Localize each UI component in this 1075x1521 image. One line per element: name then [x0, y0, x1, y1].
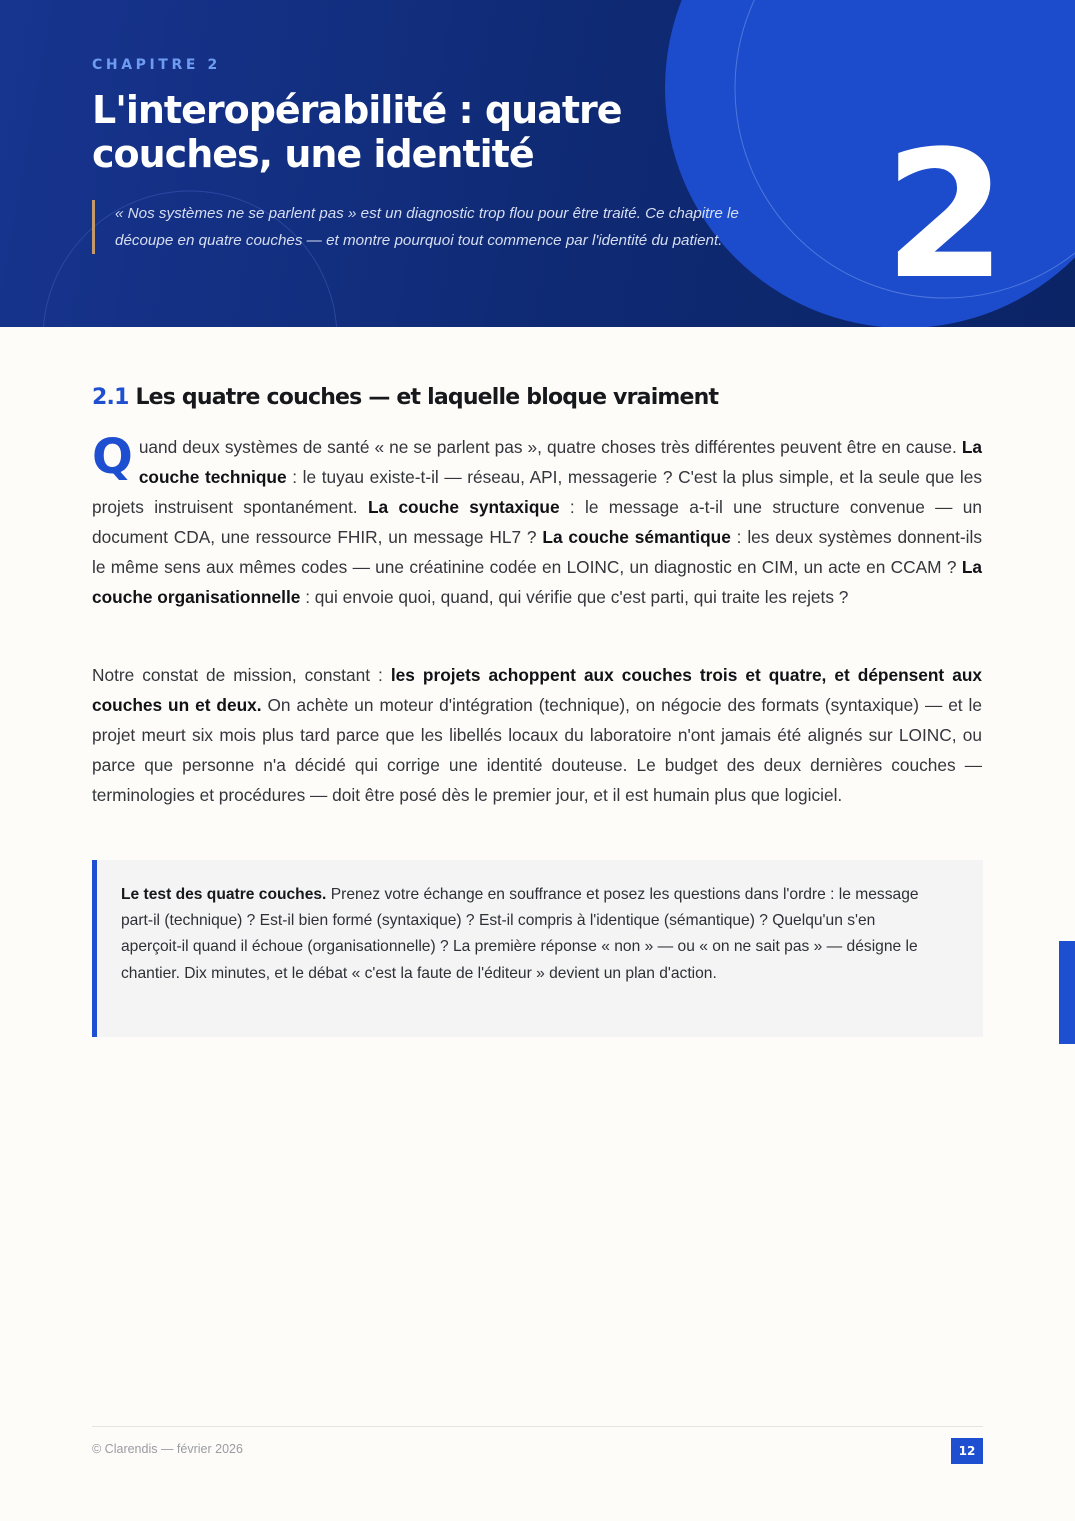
chapter-header	[0, 0, 1075, 327]
p1-bold-semantique: La couche sémantique	[542, 527, 731, 547]
p2-text-1: Notre constat de mission, constant :	[92, 665, 391, 685]
page-number-badge: 12	[951, 1438, 983, 1464]
section-number: 2.1	[92, 385, 129, 410]
footer-copyright: © Clarendis — février 2026	[92, 1442, 243, 1456]
footer-divider	[92, 1426, 983, 1427]
body-paragraph-2	[92, 660, 982, 810]
chapter-number: 2	[884, 113, 1001, 318]
callout-text: Prenez votre échange en souffrance et posez les questions dans l'ordre : le message part-il (technique) ? Est-il bien formé (syntaxique) ? Est-il compris à l'identique (sémantique) ? Quelqu'un s'en aperçoit-il quand il échoue (organisationnelle) ? La première réponse « non » — ou « on ne sait pas » — désigne le chantier. Dix minutes, et le débat « c'est la faute de l'éditeur » devient un plan d'action.	[121, 886, 919, 982]
page-edge-tab	[1059, 941, 1075, 1044]
p2-bold-finding: les projets achoppent aux couches trois et quatre, et dépensent aux couches un et deux.	[92, 665, 982, 715]
callout-title: Le test des quatre couches.	[121, 886, 327, 903]
drop-cap: Q	[92, 429, 131, 485]
p1-bold-organisationnelle: La couche organisationnelle	[92, 557, 982, 607]
p1-bold-syntaxique: La couche syntaxique	[367, 497, 560, 517]
chapter-title: L'interopérabilité : quatre couches, une identité	[92, 88, 622, 176]
p1-text-3: : le message a-t-il une structure convenue — un document CDA, une ressource FHIR, un message HL7 ?	[92, 497, 982, 547]
body-paragraph-1	[92, 429, 982, 612]
p1-text-1: uand deux systèmes de santé « ne se parlent pas », quatre choses très différentes peuvent être en cause.	[138, 437, 962, 457]
p1-bold-technique: La couche technique	[138, 437, 982, 487]
p2-text-2: On achète un moteur d'intégration (technique), on négocie des formats (syntaxique) — et le projet meurt six mois plus tard parce que les libellés locaux du laboratoire n'ont jamais été alignés sur LOINC, ou parce que personne n'a décidé qui corrige une identité douteuse. Le budget des deux dernières couches — terminologies et procédures — doit être posé dès le premier jour, et il est humain plus que logiciel.	[92, 695, 982, 805]
p1-text-2: : le tuyau existe-t-il — réseau, API, messagerie ? C'est la plus simple, et la seule que les projets instruisent spontanément.	[92, 467, 982, 517]
section-heading	[92, 382, 718, 414]
callout-box	[92, 860, 983, 1037]
section-title-text: Les quatre couches — et laquelle bloque vraiment	[135, 385, 719, 410]
chapter-kicker: CHAPITRE 2	[92, 57, 221, 73]
chapter-lede: « Nos systèmes ne se parlent pas » est un diagnostic trop flou pour être traité. Ce chapitre le découpe en quatre couches — et montre pourquoi tout commence par l'identité du patient.	[92, 200, 743, 254]
p1-text-5: : qui envoie quoi, quand, qui vérifie que c'est parti, qui traite les rejets ?	[300, 587, 849, 607]
p1-text-4: : les deux systèmes donnent-ils le même sens aux mêmes codes — une créatinine codée en LOINC, un diagnostic en CIM, un acte en CCAM ?	[92, 527, 982, 577]
decorative-disc-right	[665, 0, 1075, 327]
